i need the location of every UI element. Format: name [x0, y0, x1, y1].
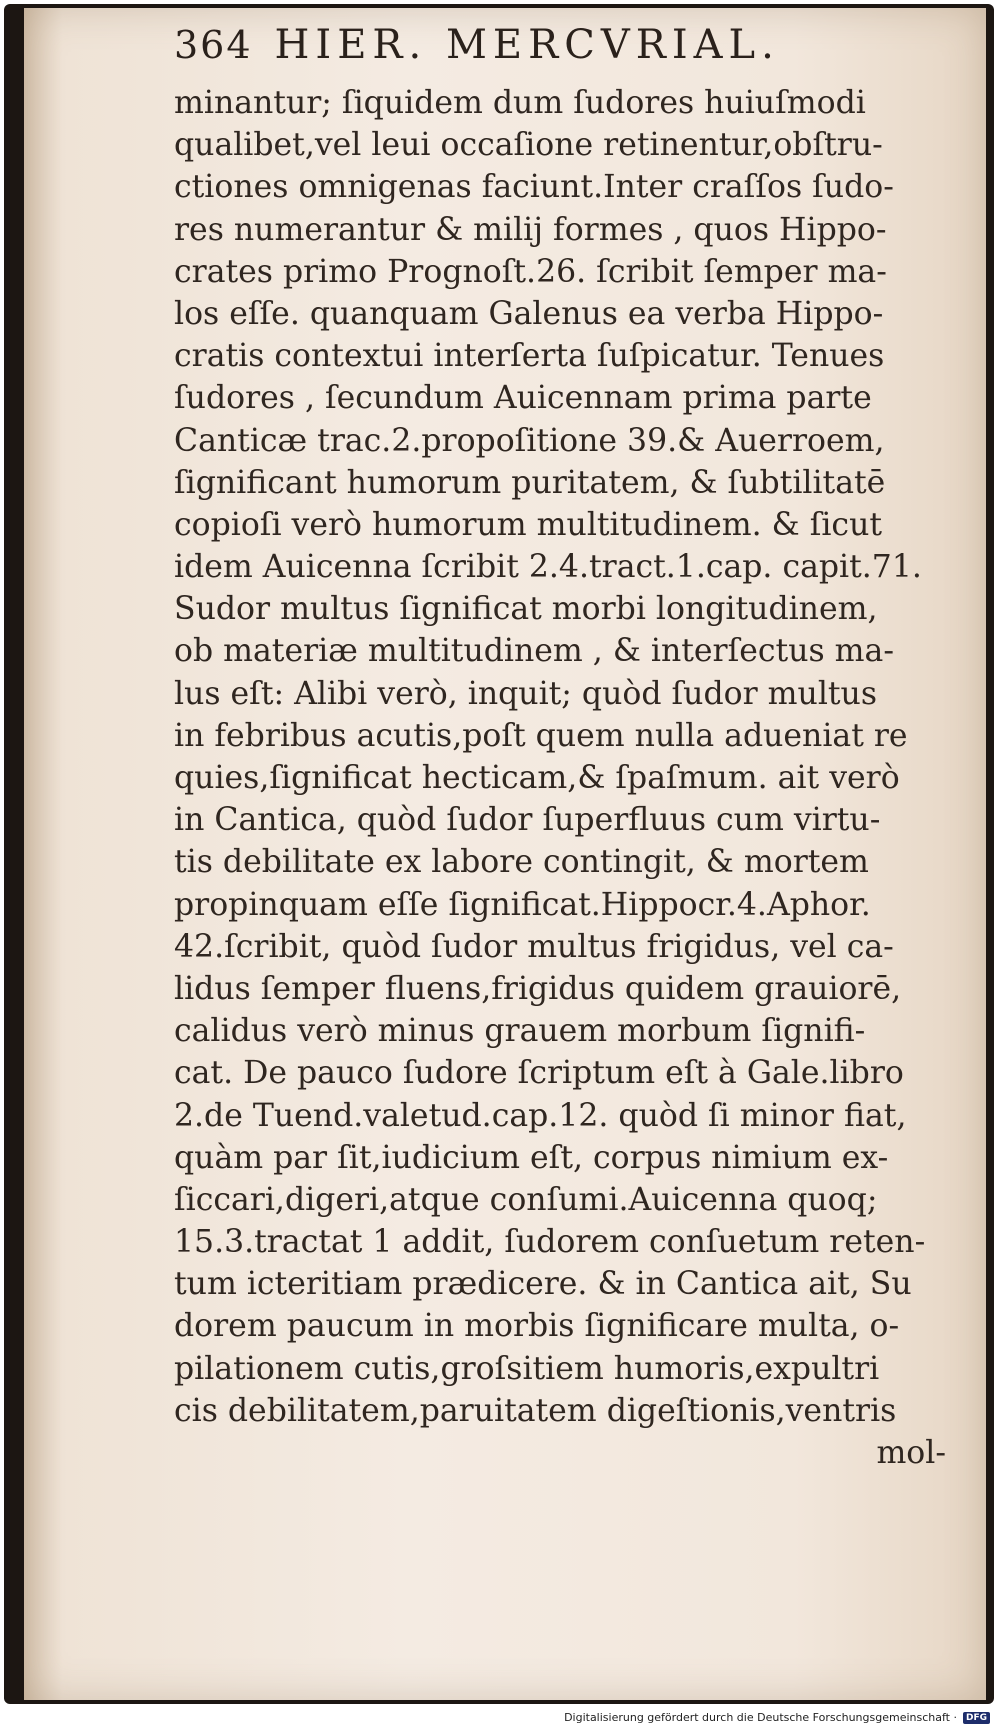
text-line: res numerantur & milij formes , quos Hippo- — [174, 211, 887, 248]
text-line: Sudor multus ſignificat morbi longitudinem, — [174, 591, 878, 628]
text-line: ſudores , ſecundum Auicennam prima parte — [174, 380, 872, 417]
text-line: ctiones omnigenas faciunt.Inter craſſos ſudo- — [174, 169, 894, 206]
dfg-logo: DFG — [963, 1712, 990, 1724]
text-line: dorem paucum in morbis ſignificare multa, o- — [174, 1308, 900, 1345]
text-line: lus eſt: Alibi verò, inquit; quòd ſudor multus — [174, 675, 878, 712]
text-line: qualibet,vel leui occaſione retinentur,obſtru- — [174, 127, 883, 164]
page-number: 364 — [174, 23, 253, 67]
text-line: 42.ſcribit, quòd ſudor multus frigidus, vel ca- — [174, 928, 894, 965]
text-line: pilationem cutis,groſsitiem humoris,expultri — [174, 1350, 880, 1387]
text-line: tis debilitate ex labore contingit, & mortem — [174, 844, 869, 881]
text-line: los eſſe. quanquam Galenus ea verba Hippo- — [174, 295, 884, 332]
text-line: quàm par ſit,iudicium eſt, corpus nimium ex- — [174, 1139, 889, 1176]
text-line: cis debilitatem,paruitatem digeſtionis,ventris — [174, 1392, 897, 1429]
text-line: idem Auicenna ſcribit 2.4.tract.1.cap. capit.71. — [174, 549, 922, 586]
paper-page — [24, 8, 986, 1700]
text-line: in febribus acutis,poſt quem nulla adueniat re — [174, 717, 908, 754]
catchword: mol- — [876, 1435, 946, 1471]
text-line: ſiccari,digeri,atque conſumi.Auicenna quoq; — [174, 1181, 878, 1218]
credit-text: Digitalisierung gefördert durch die Deutsche Forschungsgemeinschaft · — [564, 1711, 957, 1724]
text-line: cat. De pauco ſudore ſcriptum eſt à Gale.libro — [174, 1055, 904, 1092]
text-line: quies,ſignificat hecticam,& ſpaſmum. ait verò — [174, 760, 900, 796]
text-line: ſignificant humorum puritatem, & ſubtilitatē — [174, 464, 886, 501]
text-line: ob materiæ multitudinem , & interſectus ma- — [174, 633, 894, 670]
running-title: HIER. MERCVRIAL. — [274, 22, 780, 68]
text-line: cratis contextui interſerta ſuſpicatur. Tenues — [174, 338, 885, 375]
text-line: crates primo Prognoſt.26. ſcribit ſemper ma- — [174, 253, 887, 290]
page-content — [174, 22, 954, 1474]
body-text — [174, 82, 954, 1432]
text-line: in Cantica, quòd ſudor ſuperfluus cum virtu- — [174, 802, 881, 839]
text-line: minantur; ſiquidem dum ſudores huiuſmodi — [174, 85, 866, 121]
text-line: copioſi verò humorum multitudinem. & ſicut — [174, 506, 883, 543]
catchword-row — [174, 1432, 954, 1474]
digitization-credit — [564, 1711, 990, 1724]
text-line: lidus ſemper fluens,frigidus quidem grauiorē, — [174, 970, 902, 1007]
text-line: 15.3.tractat 1 addit, ſudorem conſuetum reten- — [174, 1224, 926, 1261]
text-line: calidus verò minus grauem morbum ſignifi- — [174, 1013, 866, 1050]
text-line: Canticæ trac.2.propoſitione 39.& Auerroem, — [174, 422, 885, 459]
text-line: 2.de Tuend.valetud.cap.12. quòd ſi minor fiat, — [174, 1097, 907, 1134]
page-header — [174, 22, 954, 82]
text-line: tum icteritiam prædicere. & in Cantica ait, Su — [174, 1266, 912, 1303]
text-line: propinquam eſſe ſignificat.Hippocr.4.Aphor. — [174, 886, 871, 923]
